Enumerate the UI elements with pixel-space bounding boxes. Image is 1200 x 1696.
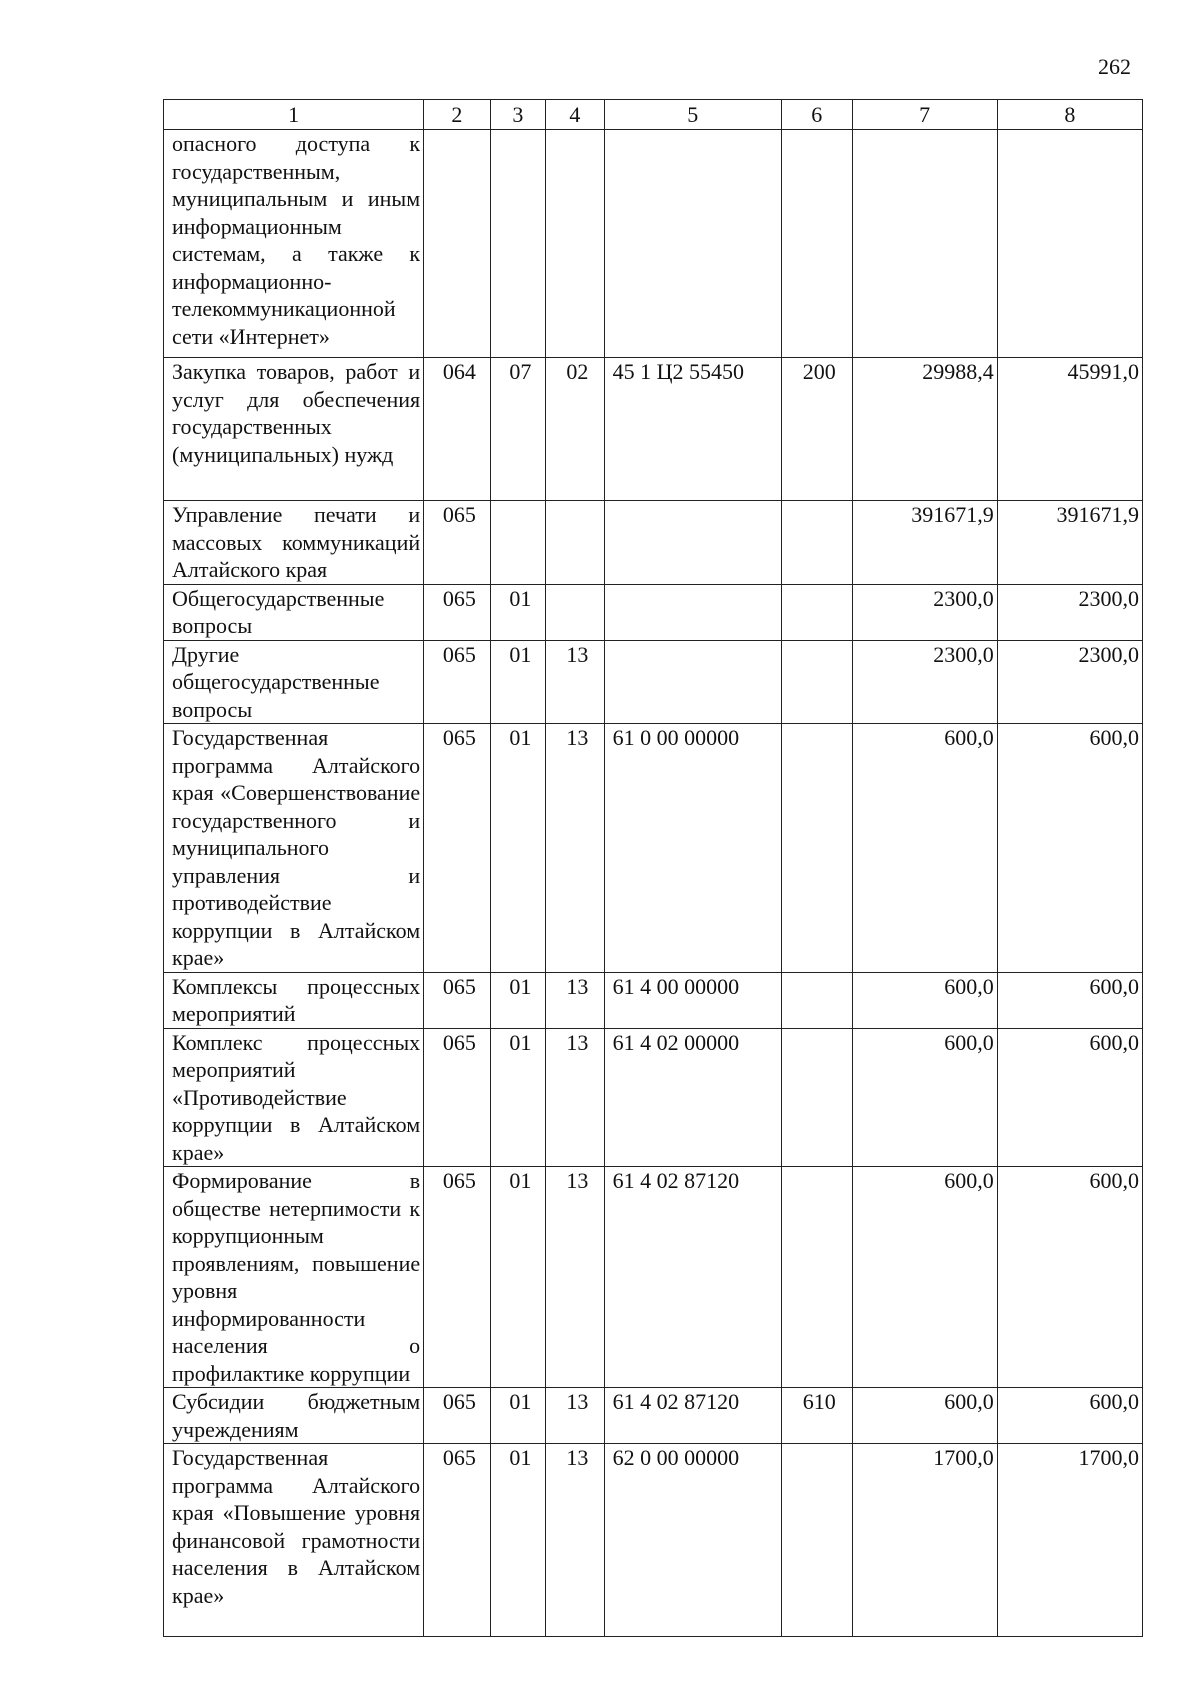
subsection-code (546, 501, 604, 585)
row-name: Субсидии бюджетным учреждениям (164, 1388, 424, 1444)
subsection-code: 02 (546, 358, 604, 501)
section-code (490, 501, 545, 585)
column-header: 2 (424, 100, 491, 130)
amount-col8: 391671,9 (997, 501, 1142, 585)
row-name: Комплекс процессных мероприятий «Противодействие коррупции в Алтайском крае» (164, 1028, 424, 1167)
section-code: 01 (490, 972, 545, 1028)
row-name: Комплексы процессных мероприятий (164, 972, 424, 1028)
subsection-code (546, 130, 604, 358)
budget-table (163, 99, 1143, 1637)
grbs-code: 065 (424, 501, 491, 585)
amount-col8: 1700,0 (997, 1444, 1142, 1637)
table-row (164, 1444, 1143, 1637)
amount-col8: 2300,0 (997, 584, 1142, 640)
target-article-code: 61 0 00 00000 (604, 724, 781, 973)
amount-col7: 600,0 (852, 724, 997, 973)
table-row (164, 640, 1143, 724)
amount-col7: 600,0 (852, 972, 997, 1028)
target-article-code: 61 4 00 00000 (604, 972, 781, 1028)
subsection-code: 13 (546, 1167, 604, 1388)
subsection-code (546, 584, 604, 640)
table-row (164, 972, 1143, 1028)
amount-col7: 600,0 (852, 1028, 997, 1167)
section-code: 01 (490, 1444, 545, 1637)
column-header: 4 (546, 100, 604, 130)
row-name: Другие общегосударственные вопросы (164, 640, 424, 724)
table-row (164, 1388, 1143, 1444)
section-code: 01 (490, 640, 545, 724)
grbs-code: 065 (424, 724, 491, 973)
expense-type-code (782, 724, 853, 973)
page-number: 262 (1098, 54, 1131, 79)
target-article-code: 45 1 Ц2 55450 (604, 358, 781, 501)
expense-type-code (782, 640, 853, 724)
amount-col8: 2300,0 (997, 640, 1142, 724)
column-header: 8 (997, 100, 1142, 130)
amount-col8: 45991,0 (997, 358, 1142, 501)
grbs-code: 065 (424, 584, 491, 640)
target-article-code: 62 0 00 00000 (604, 1444, 781, 1637)
expense-type-code (782, 972, 853, 1028)
expense-type-code (782, 501, 853, 585)
target-article-code (604, 584, 781, 640)
expense-type-code (782, 1028, 853, 1167)
amount-col7: 600,0 (852, 1167, 997, 1388)
grbs-code: 065 (424, 1444, 491, 1637)
grbs-code (424, 130, 491, 358)
table-row (164, 358, 1143, 501)
amount-col7: 2300,0 (852, 640, 997, 724)
grbs-code: 065 (424, 1028, 491, 1167)
section-code: 01 (490, 1028, 545, 1167)
amount-col7: 2300,0 (852, 584, 997, 640)
section-code (490, 130, 545, 358)
target-article-code: 61 4 02 87120 (604, 1167, 781, 1388)
row-name: Общегосударственные вопросы (164, 584, 424, 640)
target-article-code: 61 4 02 00000 (604, 1028, 781, 1167)
grbs-code: 065 (424, 640, 491, 724)
row-name: Управление печати и массовых коммуникаций Алтайского края (164, 501, 424, 585)
subsection-code: 13 (546, 640, 604, 724)
amount-col8: 600,0 (997, 724, 1142, 973)
row-name: Формирование в обществе нетерпимости к коррупционным проявлениям, повышение уровня информированности населения о профилактике коррупции (164, 1167, 424, 1388)
expense-type-code: 610 (782, 1388, 853, 1444)
expense-type-code (782, 1167, 853, 1388)
table-row (164, 1028, 1143, 1167)
subsection-code: 13 (546, 1444, 604, 1637)
table-row (164, 1167, 1143, 1388)
amount-col8: 600,0 (997, 1167, 1142, 1388)
table-row (164, 130, 1143, 358)
grbs-code: 065 (424, 972, 491, 1028)
section-code: 01 (490, 1388, 545, 1444)
column-header: 3 (490, 100, 545, 130)
table-row (164, 724, 1143, 973)
row-name: Закупка товаров, работ и услуг для обеспечения государственных (муниципальных) нужд (164, 358, 424, 501)
table-row (164, 501, 1143, 585)
target-article-code (604, 130, 781, 358)
amount-col7: 1700,0 (852, 1444, 997, 1637)
amount-col8: 600,0 (997, 1028, 1142, 1167)
target-article-code: 61 4 02 87120 (604, 1388, 781, 1444)
section-code: 01 (490, 1167, 545, 1388)
expense-type-code (782, 1444, 853, 1637)
target-article-code (604, 501, 781, 585)
row-name: Государственная программа Алтайского края «Повышение уровня финансовой грамотности населения в Алтайском крае» (164, 1444, 424, 1637)
target-article-code (604, 640, 781, 724)
expense-type-code: 200 (782, 358, 853, 501)
subsection-code: 13 (546, 972, 604, 1028)
section-code: 01 (490, 724, 545, 973)
subsection-code: 13 (546, 1028, 604, 1167)
grbs-code: 064 (424, 358, 491, 501)
amount-col8: 600,0 (997, 1388, 1142, 1444)
column-header: 7 (852, 100, 997, 130)
table-header-row (164, 100, 1143, 130)
table-row (164, 584, 1143, 640)
amount-col8: 600,0 (997, 972, 1142, 1028)
column-header: 5 (604, 100, 781, 130)
row-name: опасного доступа к государственным, муниципальным и иным информационным системам, а также к информационно-телекоммуникационной сети «Интернет» (164, 130, 424, 358)
column-header: 6 (782, 100, 853, 130)
subsection-code: 13 (546, 1388, 604, 1444)
column-header: 1 (164, 100, 424, 130)
row-name: Государственная программа Алтайского края «Совершенствование государственного и муниципального управления и противодействие коррупции в Алтайском крае» (164, 724, 424, 973)
expense-type-code (782, 130, 853, 358)
amount-col8 (997, 130, 1142, 358)
amount-col7: 29988,4 (852, 358, 997, 501)
subsection-code: 13 (546, 724, 604, 973)
expense-type-code (782, 584, 853, 640)
section-code: 07 (490, 358, 545, 501)
grbs-code: 065 (424, 1167, 491, 1388)
amount-col7: 600,0 (852, 1388, 997, 1444)
amount-col7: 391671,9 (852, 501, 997, 585)
amount-col7 (852, 130, 997, 358)
grbs-code: 065 (424, 1388, 491, 1444)
section-code: 01 (490, 584, 545, 640)
